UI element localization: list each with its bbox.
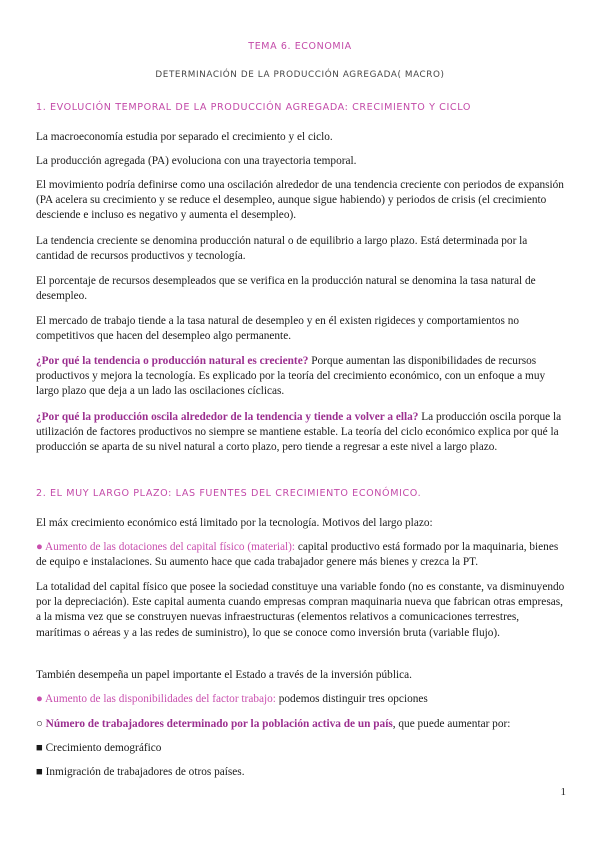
paragraph: La macroeconomía estudia por separado el crecimiento y el ciclo. [36,131,333,143]
paragraph: El porcentaje de recursos desempleados que se verifica en la producción natural se denomina la tasa natural de desempleo. [36,275,536,303]
paragraph: El mercado de trabajo tiende a la tasa natural de desempleo y en él existen rigideces y comportamientos no competitivos que hacen del desempleo algo permanente. [36,315,520,343]
bullet-lead: ● Aumento de las disponibilidades del factor trabajo: [36,693,276,705]
bullet-item [36,540,566,570]
bullet-item [36,692,566,707]
bullet-lead: Número de trabajadores determinado por la población activa de un país [45,718,393,730]
question-text: ¿Por qué la producción oscila alrededor de la tendencia y tiende a volver a ella? [36,411,419,423]
sub-bullet-marker: ○ [36,718,46,730]
bullet-text: capital productivo está formado por la maquinaria, bienes de equipo e instalaciones. Su aumento hace que cada trabajador genere más bienes y crezca la PT. [36,541,559,569]
question-paragraph [36,410,566,456]
paragraph: La totalidad del capital físico que posee la sociedad constituye una variable fondo (no es constante, va disminuyendo por la depreciación). Este capital aumenta cuando empresas compran maquinaria nueva que fabrican otras empresas, a la misma vez que se construyen nuevas infraestructuras (elementos relativos a comunicaciones terrestres, marítimas o aéreas y a las redes de suministro), lo que se conoce como inversión bruta (variable flujo). [36,581,565,639]
answer-text: Porque aumentan las disponibilidades de recursos productivos y mejora la tecnología. Es explicado por la teoría del crecimiento económico, con un enfoque a muy largo plazo que deja a un lado las oscilaciones cíclicas. [36,355,546,398]
square-bullet-item: ■ Inmigración de trabajadores de otros países. [36,766,245,778]
paragraph: El movimiento podría definirse como una oscilación alrededor de una tendencia creciente con periodos de expansión (PA acelera su crecimiento y se reduce el desempleo, aunque sigue habiendo) y periodos de crisis (el crecimiento desciende e incluso es negativo y aumenta el desempleo). [36,179,564,222]
answer-text: La producción oscila porque la utilización de factores productivos no siempre se mantiene estable. La teoría del ciclo económico explica por qué la producción se aparta de su nivel natural a corto plazo, pero tiende a regresar a este nivel a largo plazo. [36,411,562,454]
page-subtitle: DETERMINACIÓN DE LA PRODUCCIÓN AGREGADA( MACRO) [155,70,445,80]
bullet-text: , que puede aumentar por: [392,718,511,730]
section-1-heading: 1. EVOLUCIÓN TEMPORAL DE LA PRODUCCIÓN AGREGADA: CRECIMIENTO Y CICLO [36,102,471,113]
question-paragraph [36,354,566,400]
paragraph: La tendencia creciente se denomina producción natural o de equilibrio a largo plazo. Está determinada por la cantidad de recursos productivos y tecnología. [36,235,528,263]
sub-bullet-item [36,717,566,732]
page-title: TEMA 6. ECONOMIA [248,41,352,52]
paragraph: La producción agregada (PA) evoluciona con una trayectoria temporal. [36,155,357,167]
bullet-text: podemos distinguir tres opciones [275,693,428,705]
question-text: ¿Por qué la tendencia o producción natural es creciente? [36,355,309,367]
square-bullet-item: ■ Crecimiento demográfico [36,742,162,754]
paragraph: También desempeña un papel importante el Estado a través de la inversión pública. [36,669,412,681]
paragraph: El máx crecimiento económico está limitado por la tecnología. Motivos del largo plazo: [36,517,433,529]
page-number: 1 [560,786,566,798]
section-2-heading: 2. EL MUY LARGO PLAZO: LAS FUENTES DEL CRECIMIENTO ECONÓMICO. [36,488,422,499]
bullet-lead: ● Aumento de las dotaciones del capital físico (material): [36,541,296,553]
